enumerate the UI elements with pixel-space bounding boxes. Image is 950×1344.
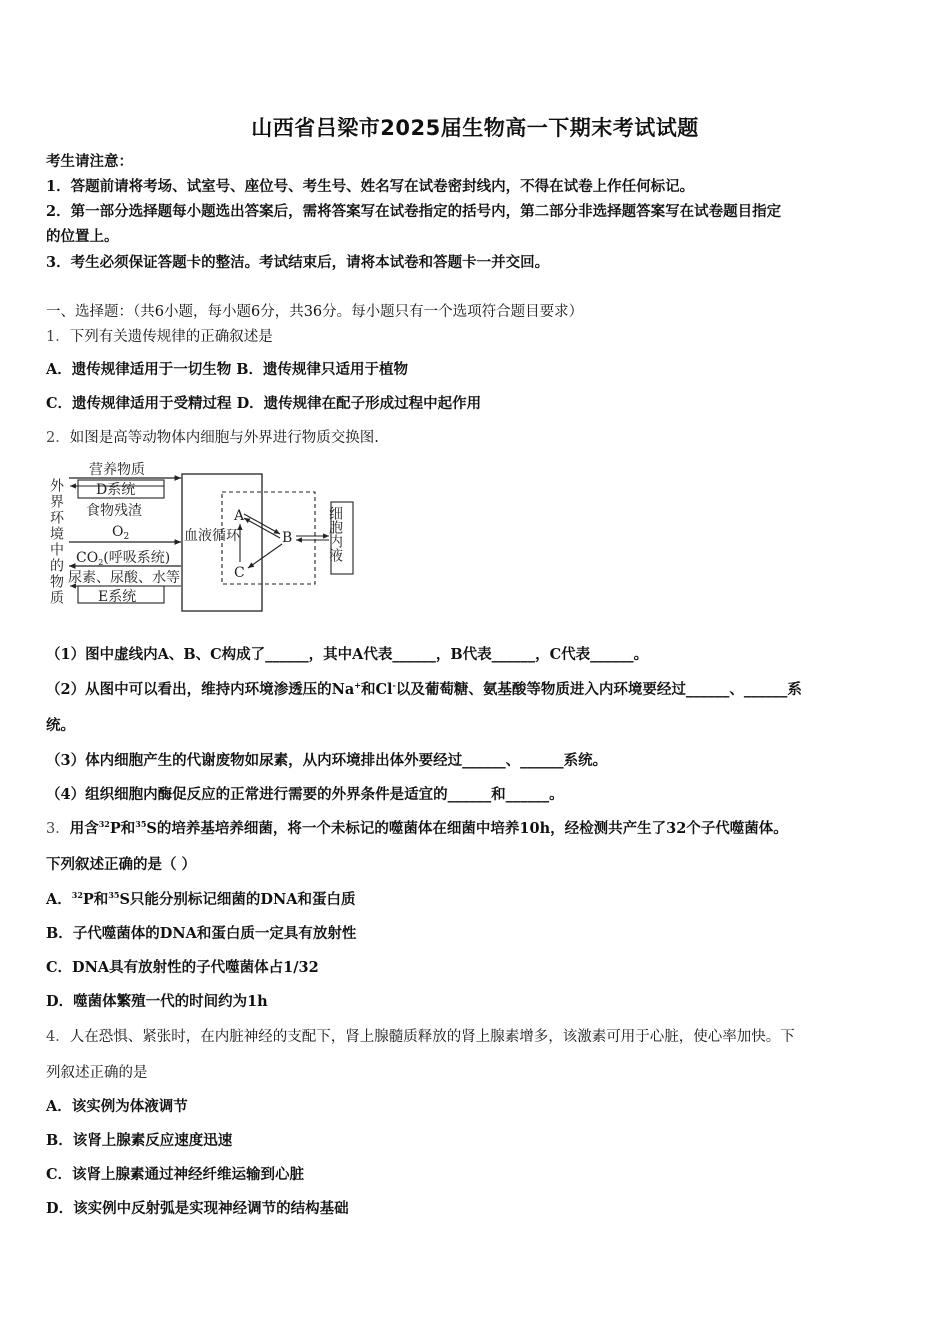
question-number: 1． [46,329,70,345]
arrow-b-to-c [248,544,282,568]
blood-circulation-label: 血液循环 [184,528,240,544]
question-1-options-row2: C．遗传规律适用于受精过程 D．遗传规律在配子形成过程中起作用 [46,395,482,412]
question-2-sub1: （1）图中虚线内A、B、C构成了______，其中A代表______，B代表______，C代表______。 [46,646,649,663]
label-o2: $O_2$ [112,524,130,542]
question-4-option-a: A．该实例为体液调节 [46,1098,188,1115]
question-2-sub2-cont: 统。 [46,717,75,734]
question-4-stem-cont: 列叙述正确的是 [46,1065,148,1081]
question-text: 下列有关遗传规律的正确叙述是 [69,329,273,345]
question-number: 4． [46,1029,70,1045]
node-b: B [282,530,293,546]
question-2-sub2: （2）从图中可以看出，维持内环境渗透压的Na+和Cl-以及葡萄糖、氨基酸等物质进入内环境要经过______、______系 [46,680,802,698]
question-3-option-b: B．子代噬菌体的DNA和蛋白质一定具有放射性 [46,925,357,942]
material-exchange-diagram [44,456,364,616]
question-1-stem [46,327,916,347]
question-4-option-d: D．该实例中反射弧是实现神经调节的结构基础 [46,1200,349,1217]
question-number: 2． [46,430,70,446]
section-heading: 一、选择题：（共6小题，每小题6分，共36分。每小题只有一个选项符合题目要求） [46,304,584,320]
label-urea: 尿素、尿酸、水等 [68,570,180,586]
outer-environment-text: 外界环境中的物质 [48,478,64,606]
label-d-system: D系统 [96,482,136,498]
label-e-system: E系统 [98,589,137,605]
question-3-stem-cont: 下列叙述正确的是（ ） [46,856,197,873]
question-4-option-b: B．该肾上腺素反应速度迅速 [46,1132,233,1149]
notice-item-2: 2．第一部分选择题每小题选出答案后，需将答案写在试卷指定的括号内，第二部分非选择题答案写在试卷题目指定 [46,203,782,220]
notice-item-1: 1．答题前请将考场、试室号、座位号、考生号、姓名写在试卷密封线内，不得在试卷上作任何标记。 [46,178,695,195]
label-food-residue: 食物残渣 [86,503,142,519]
outer-environment-label [48,478,64,606]
question-1-options-row1: A．遗传规律适用于一切生物 B．遗传规律只适用于植物 [46,361,409,378]
notice-heading: 考生请注意： [46,153,133,170]
question-2-stem [46,428,916,448]
label-co2: $CO_2$(呼吸系统) [76,550,171,567]
question-3-option-a: A．$^{32}$P和$^{35}$S只能分别标记细菌的DNA和蛋白质 [46,890,356,908]
question-4-stem: 4．人在恐惧、紧张时，在内脏神经的支配下，肾上腺髓质释放的肾上腺素增多，该激素可用于心脏，使心率加快。下 [46,1029,795,1045]
node-a: A [234,508,245,524]
question-3-option-d: D．噬菌体繁殖一代的时间约为1h [46,993,268,1010]
question-3-option-c: C．DNA具有放射性的子代噬菌体占1/32 [46,959,319,976]
node-c: C [234,565,245,581]
question-2-sub3: （3）体内细胞产生的代谢废物如尿素，从内环境排出体外要经过______、______系统。 [46,752,608,769]
question-3-stem: 3．用含$^{32}$P和$^{35}$S的培养基培养细菌，将一个未标记的噬菌体在细菌中培养10h，经检测共产生了32个子代噬菌体。 [46,819,788,837]
notice-item-3: 3．考生必须保证答题卡的整洁。考试结束后，请将本试卷和答题卡一并交回。 [46,254,550,271]
question-number: 3． [46,821,70,837]
cell-fluid-label: 细胞内液 [327,506,343,562]
question-2-sub4: （4）组织细胞内酶促反应的正常进行需要的外界条件是适宜的______和______。 [46,786,564,803]
label-nutrients: 营养物质 [89,462,145,478]
exam-title: 山西省吕梁市2025届生物高一下期末考试试题 [251,116,699,140]
notice-item-2-cont: 的位置上。 [46,228,119,245]
question-text: 如图是高等动物体内细胞与外界进行物质交换图. [69,430,379,446]
question-4-option-c: C．该肾上腺素通过神经纤维运输到心脏 [46,1166,305,1183]
